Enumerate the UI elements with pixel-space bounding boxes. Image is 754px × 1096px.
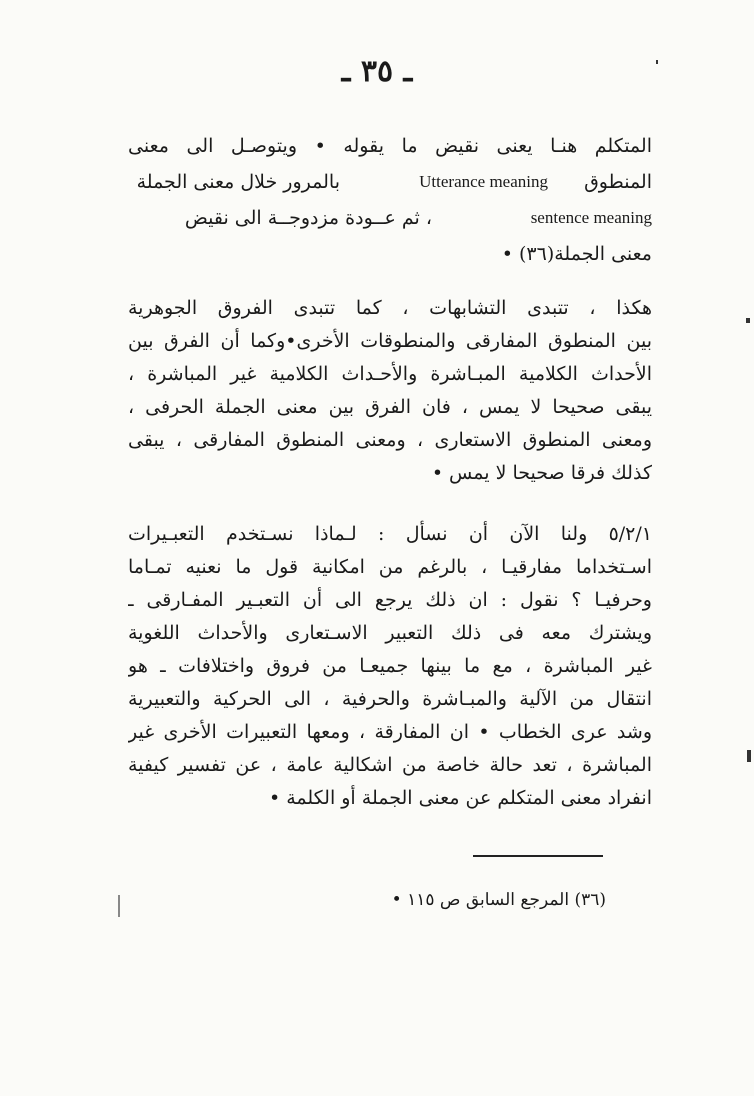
paragraph-2 bbox=[128, 292, 652, 490]
paragraph-2-line: الأحداث الكلامية المبـاشرة والأحـداث الكلامية غير المباشرة ، bbox=[128, 363, 652, 385]
paragraph-2-line: كذلك فرقا صحيحا لا يمس • bbox=[431, 462, 652, 484]
scan-speck bbox=[747, 750, 751, 762]
paragraph-3 bbox=[128, 518, 652, 815]
footnote: (٣٦) المرجع السابق ص ١١٥ • bbox=[391, 890, 606, 910]
paragraph-2-line: ومعنى المنطوق الاستعارى ، ومعنى المنطوق المفارقى ، يبقى bbox=[128, 429, 652, 451]
paragraph-3-line: وحرفيـا ؟ نقول : ان ذلك يرجع الى أن التعبـير المفـارقى ـ bbox=[128, 589, 652, 611]
page-number: ـ ٣٥ ـ bbox=[341, 54, 413, 89]
scan-speck bbox=[656, 60, 658, 64]
footnote-divider bbox=[473, 855, 603, 857]
english-term: Utterance meaning bbox=[419, 172, 548, 191]
arabic-text: ، ثم عــودة مزدوجــة الى نقيض bbox=[184, 207, 432, 229]
paragraph-3-line: غير المباشرة ، مع ما بينها جميعـا من فروق واختلافات ـ هو bbox=[128, 655, 652, 677]
paragraph-1-line: معنى الجملة(٣٦) • bbox=[501, 243, 652, 265]
paragraph-1-line: المتكلم هنـا يعنى نقيض ما يقوله • ويتوصـل الى معنى bbox=[128, 135, 652, 157]
english-term: sentence meaning bbox=[530, 208, 652, 227]
scan-speck bbox=[746, 318, 750, 323]
paragraph-3-line: اسـتخداما مفارقيـا ، بالرغم من امكانية قول ما نعنيه تمـاما bbox=[128, 556, 652, 578]
scan-speck bbox=[118, 895, 120, 917]
paragraph-1-mixed-line bbox=[128, 200, 652, 236]
arabic-term: المنطوق bbox=[584, 171, 652, 193]
paragraph-1-mixed-line bbox=[128, 164, 652, 200]
paragraph-3-line: انفراد معنى المتكلم عن معنى الجملة أو الكلمة • bbox=[268, 787, 652, 809]
paragraph-3-line: ويشترك معه فى ذلك التعبير الاسـتعارى والأحداث اللغوية bbox=[128, 622, 652, 644]
paragraph-2-line: بين المنطوق المفارقى والمنطوقات الأخرى•وكما أن الفرق بين bbox=[128, 330, 652, 352]
paragraph-3-line: ٥/٢/١ ولنا الآن أن نسأل : لـماذا نسـتخدم التعبـيرات bbox=[128, 523, 652, 545]
paragraph-1 bbox=[128, 128, 652, 272]
paragraph-3-line: المباشرة ، تعد حالة خاصة من اشكالية عامة ، عن تفسير كيفية bbox=[128, 754, 652, 776]
paragraph-3-line: وشد عرى الخطاب • ان المفارقة ، ومعها التعبيرات الأخرى غير bbox=[128, 721, 652, 743]
arabic-text: بالمرور خلال معنى الجملة bbox=[136, 171, 340, 193]
paragraph-3-line: انتقال من الآلية والمبـاشرة والحرفية ، الى الحركية والتعبيرية bbox=[128, 688, 652, 710]
paragraph-2-line: هكذا ، تتبدى التشابهات ، كما تتبدى الفروق الجوهرية bbox=[128, 297, 652, 319]
paragraph-2-line: يبقى صحيحا لا يمس ، فان الفرق بين معنى الجملة الحرفى ، bbox=[128, 396, 652, 418]
